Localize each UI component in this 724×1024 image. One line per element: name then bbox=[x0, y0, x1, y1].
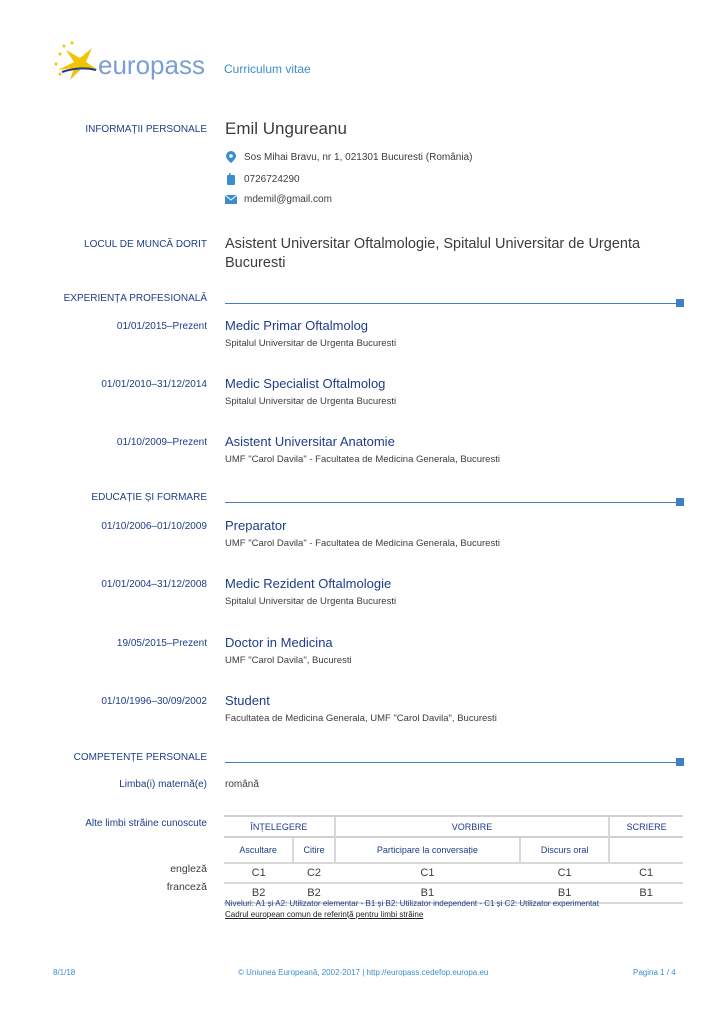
subheader: Discurs oral bbox=[520, 837, 609, 863]
phone-row bbox=[225, 173, 300, 185]
section-title: EXPERIENȚA PROFESIONALĂ bbox=[63, 293, 207, 304]
education-entry bbox=[0, 576, 724, 616]
entry-title: Asistent Universitar Anatomie bbox=[225, 434, 395, 449]
section-divider bbox=[225, 303, 676, 304]
entry-title: Preparator bbox=[225, 518, 287, 533]
phone: 0726724290 bbox=[244, 173, 300, 185]
mobile-phone-icon bbox=[225, 173, 237, 185]
subheader-empty bbox=[609, 837, 683, 863]
education-entry bbox=[0, 693, 724, 733]
language-name: franceză bbox=[166, 881, 207, 893]
europass-logo bbox=[52, 40, 212, 90]
section-title: COMPETENȚE PERSONALE bbox=[73, 752, 207, 763]
experience-entry bbox=[0, 318, 724, 358]
subheader: Citire bbox=[293, 837, 334, 863]
entry-date: 01/10/2006–01/10/2009 bbox=[101, 521, 207, 532]
document-title: Curriculum vitae bbox=[224, 62, 311, 76]
entry-date: 01/01/2004–31/12/2008 bbox=[101, 579, 207, 590]
desired-job-label: LOCUL DE MUNCĂ DORIT bbox=[84, 239, 207, 250]
level-cell: C1 bbox=[609, 863, 683, 883]
section-education bbox=[40, 492, 684, 508]
entry-date: 19/05/2015–Prezent bbox=[116, 638, 207, 649]
section-experience bbox=[40, 293, 684, 309]
levels-note: Niveluri: A1 și A2: Utilizator elementar - B1 și B2: Utilizator independent - C1 și C2: Utilizator experimentat bbox=[225, 899, 599, 908]
entry-org: Spitalul Universitar de Urgenta Bucuresti bbox=[225, 596, 397, 607]
email-row bbox=[225, 193, 332, 205]
section-marker bbox=[676, 498, 684, 506]
entry-org: Facultatea de Medicina Generala, UMF "Carol Davila", Bucuresti bbox=[225, 713, 497, 724]
desired-job: Asistent Universitar Oftalmologie, Spitalul Universitar de Urgenta Bucuresti bbox=[225, 236, 641, 271]
language-table bbox=[224, 815, 683, 904]
person-name: Emil Ungureanu bbox=[225, 119, 347, 138]
mother-tongue: română bbox=[225, 779, 259, 790]
footer-copyright: © Uniunea Europeană, 2002-2017 | http://europass.cedefop.europa.eu bbox=[238, 968, 489, 977]
framework-link[interactable]: Cadrul european comun de referință pentru limbi străine bbox=[225, 910, 424, 919]
level-cell: B1 bbox=[520, 883, 609, 903]
entry-org: UMF "Carol Davila" - Facultatea de Medicina Generala, Bucuresti bbox=[225, 454, 500, 465]
entry-date: 01/01/2010–31/12/2014 bbox=[101, 379, 207, 390]
language-name: engleză bbox=[170, 863, 207, 875]
entry-title: Medic Rezident Oftalmologie bbox=[225, 576, 392, 591]
section-competences bbox=[40, 752, 684, 768]
level-cell: C1 bbox=[224, 863, 293, 883]
section-title: EDUCAȚIE ȘI FORMARE bbox=[91, 492, 207, 503]
entry-title: Doctor in Medicina bbox=[225, 635, 333, 650]
envelope-icon bbox=[225, 193, 237, 205]
level-cell: C2 bbox=[293, 863, 334, 883]
group-header: VORBIRE bbox=[335, 816, 609, 837]
section-divider bbox=[225, 502, 676, 503]
level-cell: B2 bbox=[224, 883, 293, 903]
entry-date: 01/10/1996–30/09/2002 bbox=[101, 696, 207, 707]
entry-org: UMF "Carol Davila", Bucuresti bbox=[225, 655, 352, 666]
address-row bbox=[225, 151, 472, 163]
level-cell: B1 bbox=[609, 883, 683, 903]
entry-org: Spitalul Universitar de Urgenta Bucuresti bbox=[225, 338, 397, 349]
subheader: Ascultare bbox=[224, 837, 293, 863]
education-entry bbox=[0, 518, 724, 558]
entry-title: Student bbox=[225, 693, 270, 708]
section-marker bbox=[676, 758, 684, 766]
group-header: ÎNȚELEGERE bbox=[224, 816, 335, 837]
group-header: SCRIERE bbox=[609, 816, 683, 837]
level-cell: C1 bbox=[335, 863, 520, 883]
level-cell: B1 bbox=[335, 883, 520, 903]
subheader: Participare la conversație bbox=[335, 837, 520, 863]
section-divider bbox=[225, 762, 676, 763]
entry-org: UMF "Carol Davila" - Facultatea de Medicina Generala, Bucuresti bbox=[225, 538, 500, 549]
logo-text: europass bbox=[98, 50, 205, 80]
entry-title: Medic Primar Oftalmolog bbox=[225, 318, 369, 333]
entry-title: Medic Specialist Oftalmolog bbox=[225, 376, 386, 391]
entry-date: 01/10/2009–Prezent bbox=[116, 437, 207, 448]
level-cell: B2 bbox=[293, 883, 334, 903]
location-pin-icon bbox=[225, 151, 237, 163]
personal-info-label: INFORMAȚII PERSONALE bbox=[85, 124, 207, 135]
footer-page: Pagina 1 / 4 bbox=[633, 968, 676, 977]
language-row bbox=[224, 863, 683, 883]
experience-entry bbox=[0, 376, 724, 416]
section-marker bbox=[676, 299, 684, 307]
address: Sos Mihai Bravu, nr 1, 021301 Bucuresti (România) bbox=[244, 151, 473, 163]
entry-date: 01/01/2015–Prezent bbox=[116, 321, 207, 332]
other-languages-label: Alte limbi străine cunoscute bbox=[85, 818, 207, 829]
entry-org: Spitalul Universitar de Urgenta Bucuresti bbox=[225, 396, 397, 407]
experience-entry bbox=[0, 434, 724, 474]
mother-tongue-label: Limba(i) maternă(e) bbox=[119, 779, 207, 790]
footer-date: 8/1/18 bbox=[53, 968, 76, 977]
email[interactable]: mdemil@gmail.com bbox=[244, 193, 332, 205]
education-entry bbox=[0, 635, 724, 675]
level-cell: C1 bbox=[520, 863, 609, 883]
